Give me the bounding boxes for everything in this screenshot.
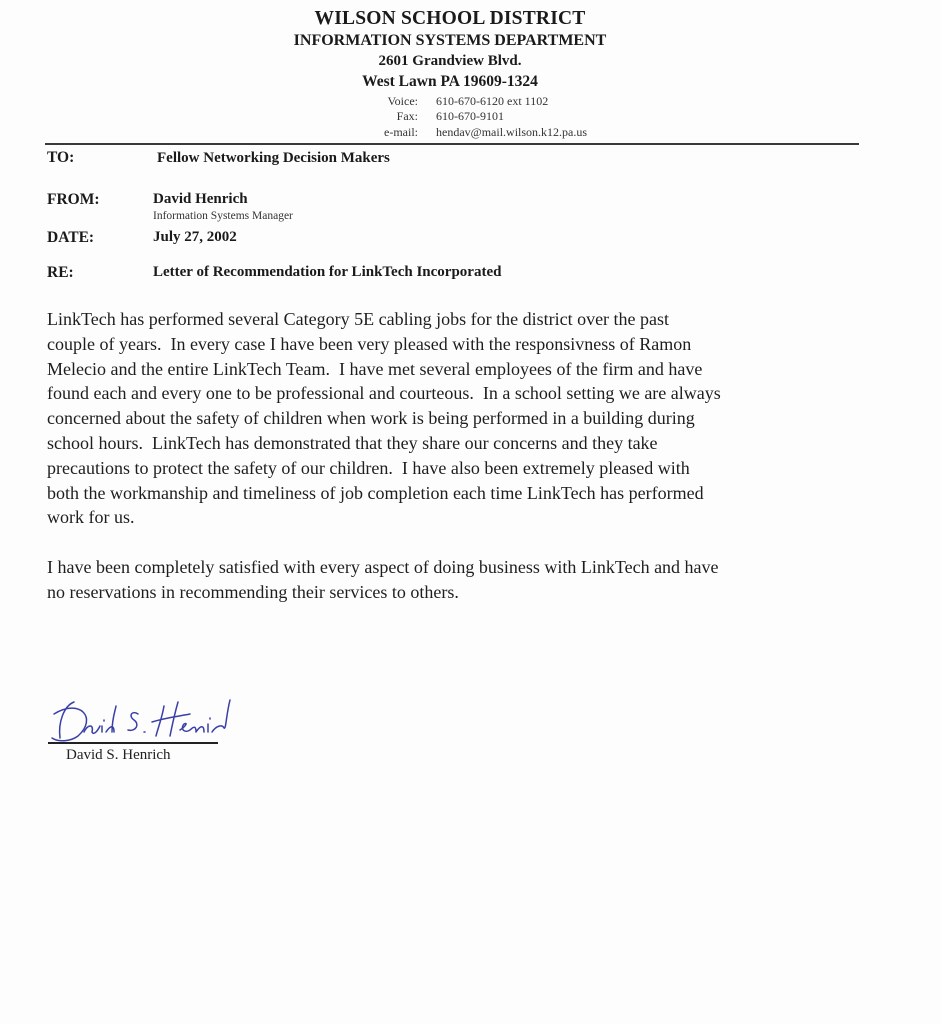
body-paragraph-1: [47, 307, 867, 530]
from-label: FROM:: [47, 191, 100, 208]
signature-stroke-enrich: [180, 700, 230, 732]
body-line: work for us.: [47, 507, 135, 528]
signature-line: [48, 742, 218, 744]
signatory-name: David S. Henrich: [66, 747, 171, 763]
contact-value: 610-670-6120 ext 1102: [436, 94, 549, 108]
contact-label: Fax:: [396, 109, 418, 123]
body-line: concerned about the safety of children when work is being performed in a building during: [47, 408, 695, 429]
signature-stroke-s: [128, 713, 138, 731]
contact-fax: [360, 109, 504, 124]
re-value: Letter of Recommendation for LinkTech Incorporated: [153, 264, 502, 280]
to-label: TO:: [47, 149, 75, 166]
contact-value: 610-670-9101: [436, 109, 504, 123]
handwritten-signature: [40, 692, 240, 748]
body-line: Melecio and the entire LinkTech Team. I have met several employees of the firm and have: [47, 358, 703, 379]
contact-label: Voice:: [387, 94, 418, 108]
to-value: Fellow Networking Decision Makers: [157, 150, 390, 166]
contact-value: hendav@mail.wilson.k12.pa.us: [436, 125, 588, 139]
body-paragraph-2: [47, 555, 867, 605]
re-label: RE:: [47, 264, 74, 281]
body-line: no reservations in recommending their services to others.: [47, 581, 459, 602]
date-label: DATE:: [47, 229, 95, 246]
contact-label: e-mail:: [384, 125, 418, 139]
contact-voice: [360, 94, 548, 109]
body-line: couple of years. In every case I have been very pleased with the responsivness of Ramon: [47, 333, 692, 354]
organization-name: WILSON SCHOOL DISTRICT: [314, 8, 586, 29]
department-name: INFORMATION SYSTEMS DEPARTMENT: [293, 32, 607, 49]
header-divider: [45, 143, 859, 145]
from-title: Information Systems Manager: [153, 210, 293, 222]
body-line: I have been completely satisfied with every aspect of doing business with LinkTech and have: [47, 557, 719, 577]
body-line: both the workmanship and timeliness of job completion each time LinkTech has performed: [47, 482, 704, 503]
address-line-2: West Lawn PA 19609-1324: [362, 73, 538, 90]
from-value: David Henrich: [153, 191, 248, 207]
body-line: precautions to protect the safety of our children. I have also been extremely pleased with: [47, 457, 690, 478]
body-line: school hours. LinkTech has demonstrated that they share our concerns and they take: [47, 432, 658, 453]
signature-stroke-avid: [84, 706, 116, 733]
date-value: July 27, 2002: [153, 229, 237, 245]
contact-email: [360, 125, 587, 140]
body-line: found each and every one to be professional and courteous. In a school setting we are always: [47, 383, 721, 404]
signature-stroke-d: [52, 702, 87, 741]
address-line-1: 2601 Grandview Blvd.: [378, 53, 522, 69]
body-line: LinkTech has performed several Category 5E cabling jobs for the district over the past: [47, 309, 670, 329]
